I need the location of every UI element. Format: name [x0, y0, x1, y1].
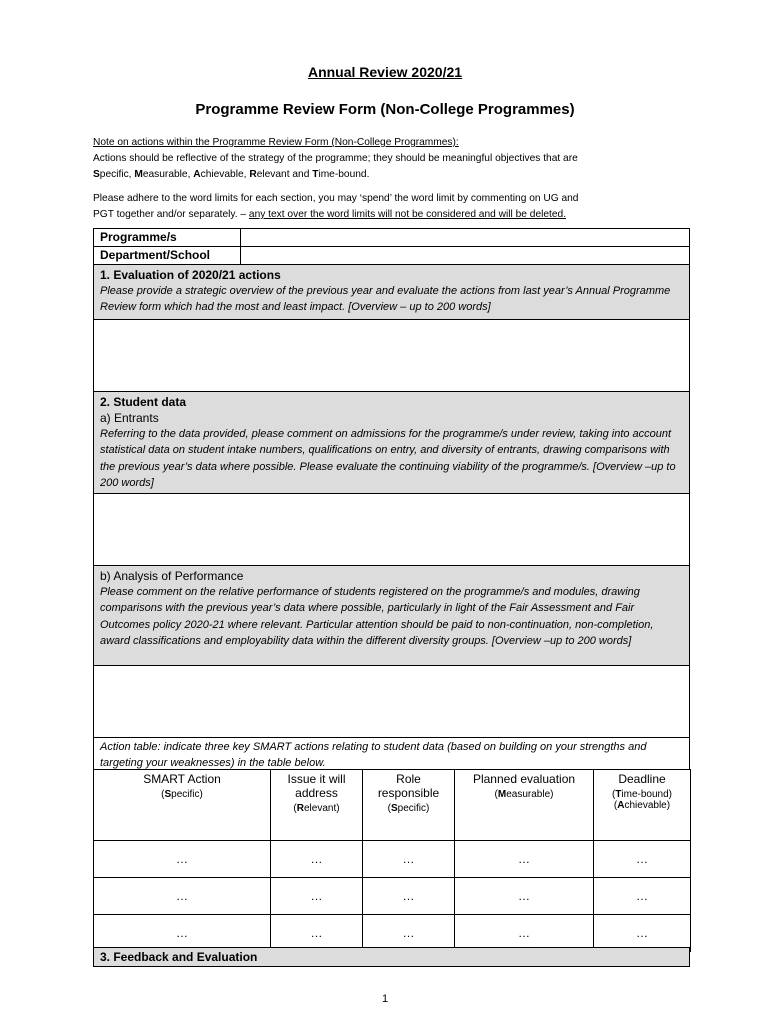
entrants-subheading: a) Entrants [100, 411, 159, 425]
col-smart-action: SMART Action (Specific) [94, 770, 271, 841]
smart-action-table [93, 769, 691, 952]
table-cell[interactable]: … [594, 878, 691, 915]
note-text: Actions should be reflective of the strategy of the programme; they should be meaningful objectives that are [93, 153, 578, 164]
table-cell[interactable]: … [271, 878, 363, 915]
performance-answer-field[interactable] [93, 665, 690, 738]
page-number: 1 [381, 993, 389, 1005]
department-label: Department/School [94, 247, 241, 264]
action-table-intro: Action table: indicate three key SMART actions relating to student data (based on building on your strengths and targeting your weaknesses) in the table below. [93, 737, 690, 770]
programme-field[interactable] [241, 229, 689, 246]
table-cell[interactable]: … [94, 841, 271, 878]
form-subtitle: Programme Review Form (Non-College Programmes) [195, 101, 575, 118]
table-cell[interactable]: … [271, 841, 363, 878]
entrants-answer-field[interactable] [93, 493, 690, 566]
table-cell[interactable]: … [271, 915, 363, 952]
table-cell[interactable]: … [594, 841, 691, 878]
col-issue: Issue it will address (Relevant) [271, 770, 363, 841]
table-cell[interactable]: … [94, 878, 271, 915]
performance-instructions: Please comment on the relative performance of students registered on the programme/s and modules, drawing comparisons with the previous year’s data where possible, particularly in light of the Fair Assessment and Fair Outcomes policy 2020-21 where relevant. Particular attention should be paid to non-continuation, non-completion, award classifications and employability data within the different diversity groups. [Overview –up to 200 words] [100, 586, 654, 648]
performance-header [93, 565, 690, 666]
table-cell[interactable]: … [94, 915, 271, 952]
smart-definition: Specific, Measurable, Achievable, Relevant and Time-bound. [93, 169, 370, 180]
section-1-answer-field[interactable] [93, 319, 690, 392]
col-evaluation: Planned evaluation (Measurable) [455, 770, 594, 841]
performance-subheading: b) Analysis of Performance [100, 569, 244, 583]
col-deadline: Deadline (Time-bound) (Achievable) [594, 770, 691, 841]
table-header-row [94, 770, 691, 841]
table-row [94, 878, 691, 915]
table-cell[interactable]: … [455, 915, 594, 952]
table-row [94, 841, 691, 878]
table-cell[interactable]: … [455, 841, 594, 878]
section-3-header [93, 947, 690, 967]
document-title: Annual Review 2020/21 [307, 64, 463, 80]
programme-row [93, 228, 690, 247]
note-heading: Note on actions within the Programme Review Form (Non-College Programmes): [93, 137, 459, 148]
section-3-heading: 3. Feedback and Evaluation [100, 950, 258, 964]
section-1-header [93, 264, 690, 320]
section-2-header [93, 391, 690, 494]
programme-label: Programme/s [94, 229, 241, 246]
col-role: Role responsible (Specific) [363, 770, 455, 841]
department-row [93, 246, 690, 265]
table-cell[interactable]: … [363, 915, 455, 952]
section-1-instructions: Please provide a strategic overview of the previous year and evaluate the actions from last year’s Annual Programme Review form which had the most and least impact. [Overview – up to 200 words] [100, 285, 671, 314]
table-cell[interactable]: … [455, 878, 594, 915]
word-limit-note: Please adhere to the word limits for each section, you may ‘spend’ the word limit by commenting on UG and PGT together and/or separately. – any text over the word limits will not be considered and will be deleted. [93, 193, 579, 220]
table-cell[interactable]: … [363, 878, 455, 915]
department-field[interactable] [241, 247, 689, 264]
section-2-heading: 2. Student data [100, 395, 187, 409]
table-row [94, 915, 691, 952]
section-1-heading: 1. Evaluation of 2020/21 actions [100, 268, 281, 282]
table-cell[interactable]: … [363, 841, 455, 878]
table-cell[interactable]: … [594, 915, 691, 952]
actions-note [93, 135, 693, 183]
entrants-instructions: Referring to the data provided, please comment on admissions for the programme/s under review, taking into account statistical data on student intake numbers, qualifications on entry, and diversity of entrants, drawing comparisons with the previous year’s data where possible. Please evaluate the continuing viability of the programme/s. [Overview –up to 200 words] [100, 428, 676, 490]
